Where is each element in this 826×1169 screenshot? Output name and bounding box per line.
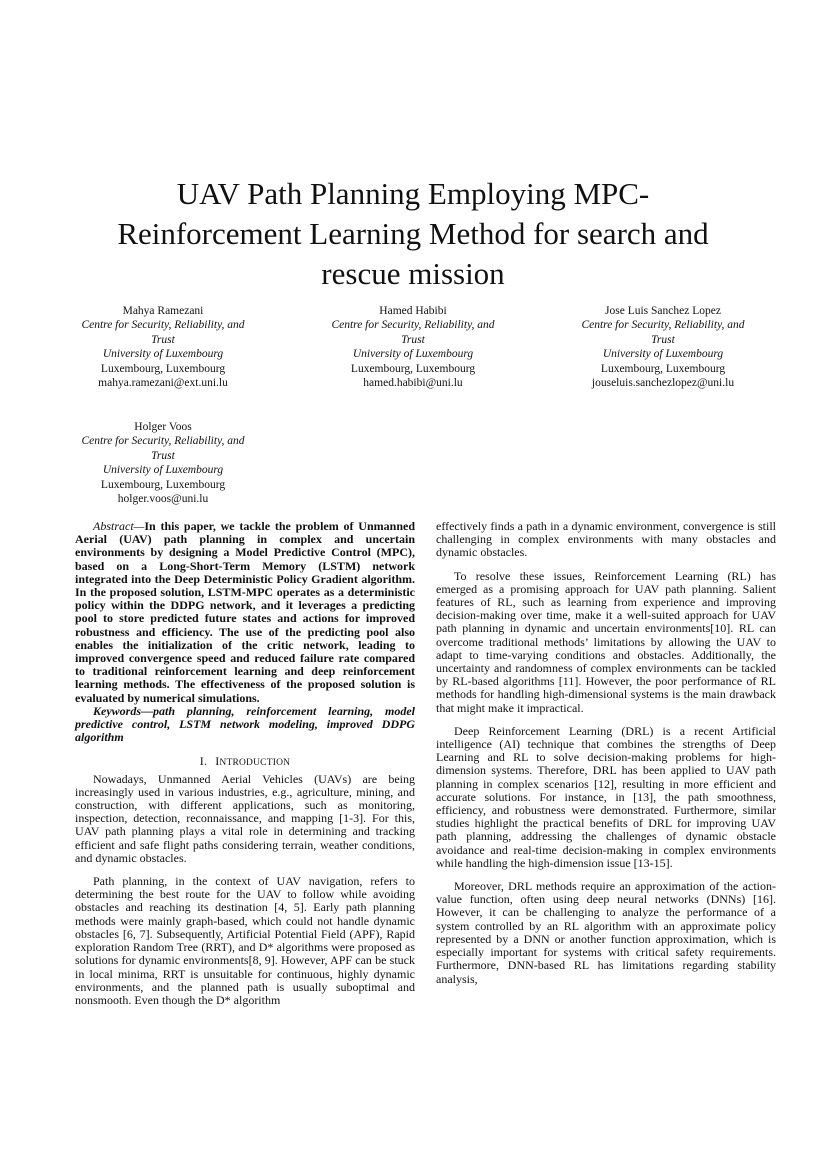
right-column [436, 520, 776, 986]
author-affiliation-cont: Trust [401, 333, 425, 346]
author-email: hamed.habibi@uni.lu [363, 377, 463, 390]
right-paragraph-3: Deep Reinforcement Learning (DRL) is a recent Artificial intelligence (AI) technique that combines the strengths of Deep Learning and RL to solve decision-making problems for high-dimension systems. Therefore, DRL has been applied to UAV path planning in complex scenarios [12], resulting in more efficient and accurate solutions. For instance, in [13], the path smoothness, efficiency, and robustness were demonstrated. Furthermore, similar studies highlight the practical benefits of DRL for improving UAV path planning, addressing the challenges of dynamic obstacle avoidance and real-time decision-making in complex environments while handling the high-dimension issue [13-15]. [436, 723, 776, 870]
section-number: I. [199, 754, 208, 769]
author-university: University of Luxembourg [602, 348, 724, 361]
title-line-2: Reinforcement Learning Method for search and [117, 216, 709, 251]
author-location: Luxembourg, Luxembourg [100, 362, 226, 375]
section-title-initial: I [215, 754, 220, 769]
author-affiliation: Centre for Security, Reliability, and [81, 319, 245, 332]
right-paragraph-1: effectively finds a path in a dynamic environment, convergence is still challenging in complex environments with many obstacles and dynamic obstacles. [436, 519, 776, 560]
author-university: University of Luxembourg [352, 348, 474, 361]
author-affiliation: Centre for Security, Reliability, and [331, 319, 495, 332]
author-email: holger.voos@uni.lu [117, 493, 209, 506]
author-university: University of Luxembourg [102, 348, 224, 361]
title-line-3: rescue mission [321, 256, 505, 291]
author-name: Holger Voos [134, 421, 192, 433]
paper-title [60, 174, 766, 294]
abstract [75, 520, 415, 705]
author-block-2 [313, 304, 513, 390]
author-email: mahya.ramezani@ext.uni.lu [98, 377, 228, 390]
section-heading-introduction [75, 755, 415, 770]
intro-paragraph-2: Path planning, in the context of UAV navigation, refers to determining the best route for the UAV to follow while avoiding obstacles and reaching its destination [4, 5]. Early path planning methods were mainly graph-based, which could not handle dynamic obstacles [6, 7]. Subsequently, Artificial Potential Field (APF), Rapid exploration Random Tree (RRT), and D* algorithms were proposed as solutions for dynamic environments[8, 9]. However, APF can be stuck in local minima, RRT is unsuitable for continuous, highly dynamic environments, and the planned path is usually suboptimal and nonsmooth. Even though the D* algorithm [75, 874, 415, 1007]
abstract-lead: Abstract— [93, 519, 145, 533]
author-location: Luxembourg, Luxembourg [600, 362, 726, 375]
left-column [75, 520, 415, 1007]
title-line-1: UAV Path Planning Employing MPC- [176, 176, 650, 211]
author-name: Jose Luis Sanchez Lopez [605, 305, 721, 317]
section-title-rest: NTRODUCTION [219, 758, 291, 769]
author-block-4 [63, 420, 263, 506]
intro-paragraph-1: Nowadays, Unmanned Aerial Vehicles (UAVs) are being increasingly used in various industries, e.g., agriculture, mining, and construction, with different applications, such as monitoring, inspection, detection, reconnaissance, and mapping [1-3]. For this, UAV path planning plays a vital role in determining and tracking efficient and safe flight paths considering terrain, weather conditions, and dynamic obstacles. [75, 771, 415, 865]
author-block-3 [563, 304, 763, 390]
author-affiliation-cont: Trust [151, 449, 175, 462]
author-block-1 [63, 304, 263, 390]
author-name: Mahya Ramezani [122, 305, 204, 317]
author-name: Hamed Habibi [379, 305, 447, 317]
right-paragraph-4: Moreover, DRL methods require an approximation of the action-value function, often using deep neural networks (DNNs) [16]. However, it can be challenging to analyze the performance of a system controlled by an RL algorithm with an approximate policy represented by a DNN or another function approximation, which is especially important for systems with critical safety requirements. Furthermore, DNN-based RL has limitations regarding stability analysis, [436, 879, 776, 986]
author-location: Luxembourg, Luxembourg [350, 362, 476, 375]
author-email: jouseluis.sanchezlopez@uni.lu [591, 377, 735, 390]
abstract-text: In this paper, we tackle the problem of Unmanned Aerial (UAV) path planning in complex and uncertain environments by designing a Model Predictive Control (MPC), based on a Long-Short-Term Memory (LSTM) network integrated into the Deep Deterministic Policy Gradient algorithm. In the proposed solution, LSTM-MPC operates as a deterministic policy within the DDPG network, and it leverages a predicting pool to store predicted future states and actions for improved robustness and efficiency. The use of the predicting pool also enables the initialization of the critic network, leading to improved convergence speed and reduced failure rate compared to traditional reinforcement learning and deep reinforcement learning methods. The effectiveness of the proposed solution is evaluated by numerical simulations. [75, 519, 415, 705]
author-affiliation-cont: Trust [151, 333, 175, 346]
author-affiliation: Centre for Security, Reliability, and [81, 435, 245, 448]
right-paragraph-2: To resolve these issues, Reinforcement Learning (RL) has emerged as a promising approach for UAV path planning. Salient features of RL, such as learning from experience and improving decision-making over time, make it a well-suited approach for UAV path planning in dynamic and uncertain environments[10]. RL can overcome traditional methods’ limitations by allowing the UAV to adapt to time-varying conditions and obstacles. Additionally, the uncertainty and randomness of complex environments can be tackled by RL-based algorithms [11]. However, the poor performance of RL methods for handling high-dimensional systems is the main drawback that might make it impractical. [436, 568, 776, 715]
keywords: Keywords—path planning, reinforcement learning, model predictive control, LSTM network modeling, improved DDPG algorithm [75, 703, 415, 745]
author-affiliation: Centre for Security, Reliability, and [581, 319, 745, 332]
author-location: Luxembourg, Luxembourg [100, 478, 226, 491]
author-affiliation-cont: Trust [651, 333, 675, 346]
author-university: University of Luxembourg [102, 464, 224, 477]
